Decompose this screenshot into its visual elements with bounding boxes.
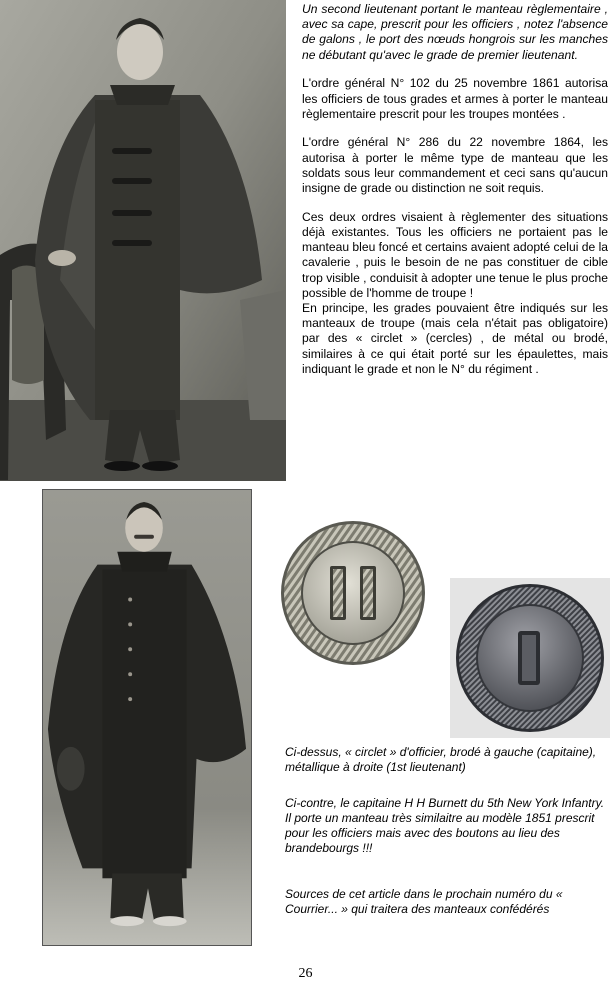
- page-number: 26: [298, 966, 313, 981]
- paragraph-grades: En principe, les grades pouvaient être indiqués sur les manteaux de troupe (mais cela n'était pas obligatoire) par des « circlet » (cercles) , de métal ou brodé, similaires à ce qui était porté sur les épaulettes, mais indiquant le grade et non le N° du régiment .: [302, 300, 608, 376]
- caption-sources: Sources de cet article dans le prochain numéro du « Courrier... » qui traitera des manteaux confédérés: [285, 887, 563, 916]
- paragraph-order-1864: L'ordre général N° 286 du 22 novembre 1864, les autorisa à porter le même type de manteau que les soldats sous leur commandement et ceci sans qu'aucun insigne de grade ou distinction ne soit requis.: [302, 135, 608, 196]
- intro-caption: Un second lieutenant portant le manteau règlementaire , avec sa cape, prescrit pour les officiers , notez l'absence de galons , le port des nœuds hongrois sur les manches ne débutant qu'avec le grade de premier lieutenant.: [302, 2, 608, 62]
- article-text: [302, 2, 608, 377]
- paragraph-orders-purpose: Ces deux ordres visaient à règlementer des situations déjà existantes. Tous les officiers ne portaient pas le manteau bleu foncé et certains avaient adopté celui de la cavalerie , puis le besoin de ne pas constituer de cible trop visible , conduisit à adopter une tenue le plus proche possible de l'homme de troupe !: [302, 209, 608, 300]
- embroidered-circlet-captain: [278, 518, 428, 668]
- paragraph-order-1861: L'ordre général N° 102 du 25 novembre 1861 autorisa les officiers de tous grades et armes à porter le manteau règlementaire prescrit pour les troupes montées .: [302, 76, 608, 121]
- caption-circlets: Ci-dessus, « circlet » d'officier, brodé à gauche (capitaine), métallique à droite (1st lieutenant): [285, 745, 597, 774]
- photo-second-lieutenant: [0, 0, 286, 481]
- metal-circlet-first-lieutenant: [450, 578, 610, 738]
- photo-captain-burnett: [42, 489, 252, 946]
- caption-burnett: Ci-contre, le capitaine H H Burnett du 5th New York Infantry. Il porte un manteau très similaitre au modèle 1851 prescrit pour les officiers mais avec des boutons au lieu des brandebourgs !!!: [285, 796, 605, 855]
